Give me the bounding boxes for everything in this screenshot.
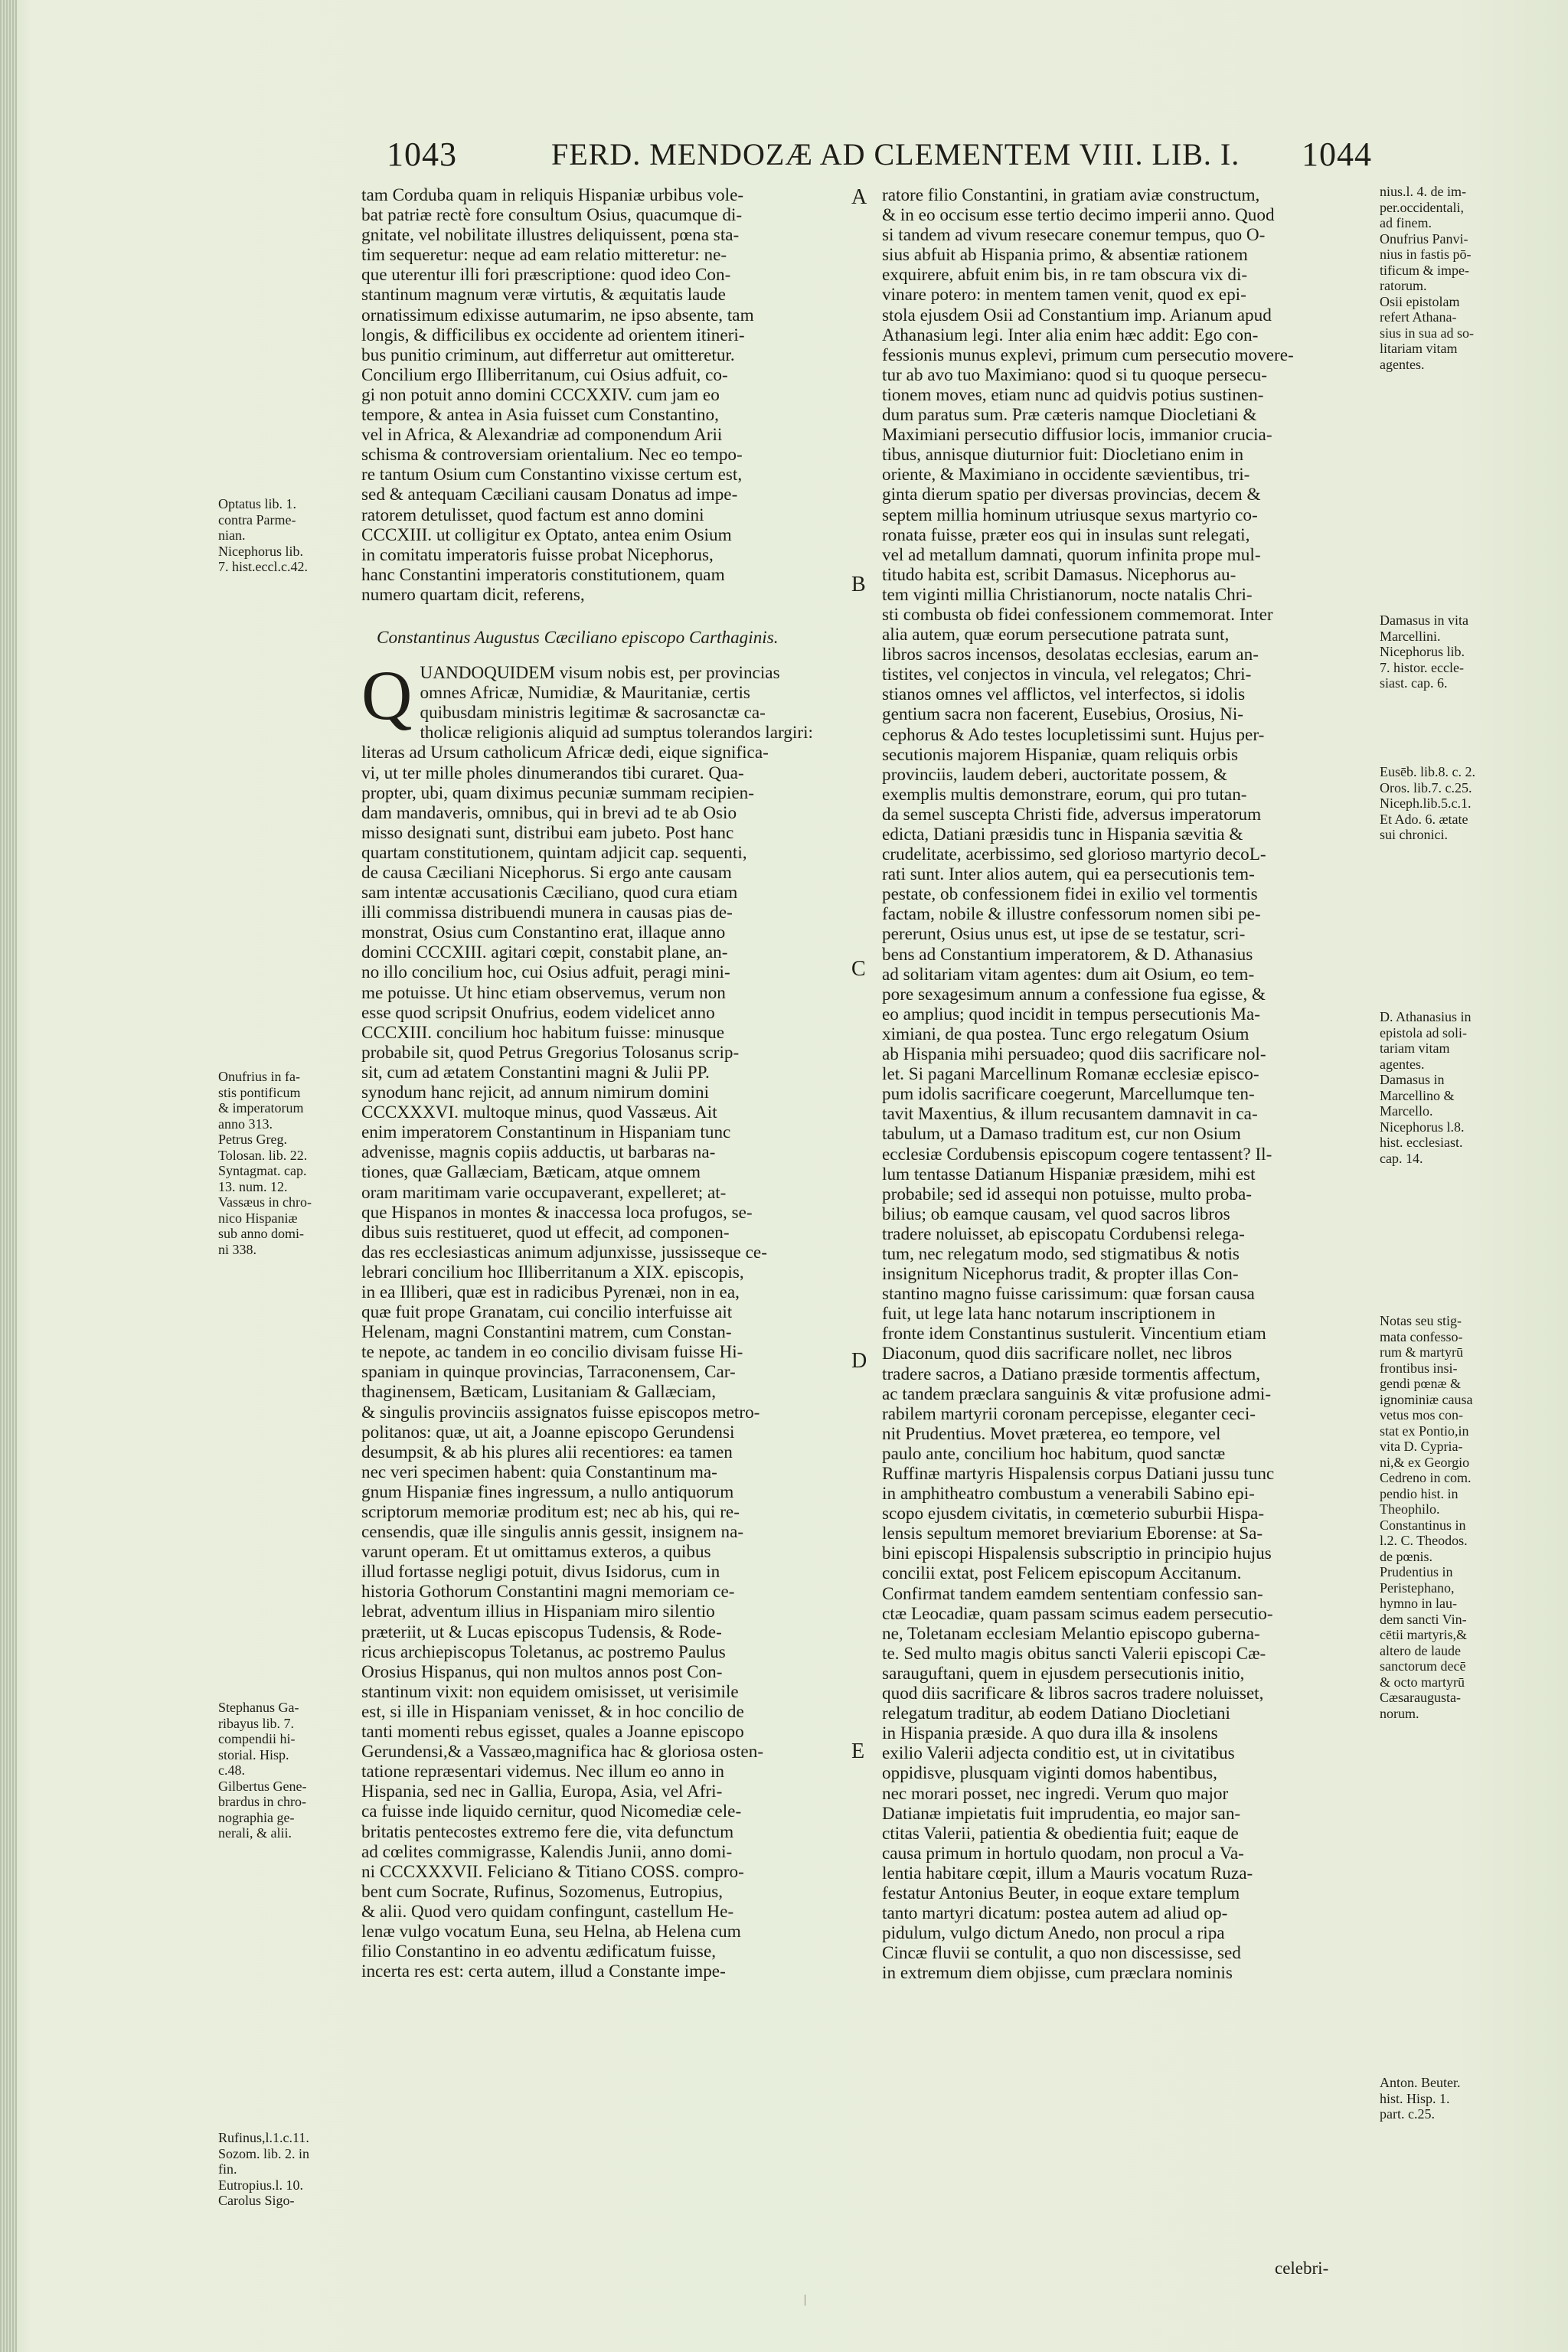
right-margin-note	[1380, 612, 1533, 691]
right-margin-note-line: frontibus insi-	[1380, 1360, 1458, 1376]
left-margin-note-line: stis pontificum	[218, 1084, 301, 1100]
right-column-line: bini episcopi Hispalensis subscriptio in principio hujus	[882, 1544, 1272, 1564]
right-column-line: ecclesiæ Cordubensis episcopum cogere tentassent? Il-	[882, 1144, 1272, 1165]
left-margin-note-line: Tolosan. lib. 22.	[218, 1147, 308, 1163]
right-margin-note-line: altero de laude	[1380, 1642, 1461, 1658]
left-column-line: UANDOQUIDEM visum nobis est, per provincias	[420, 663, 780, 684]
right-column-line: lum tentasse Datianum Hispaniæ præsidem, mihi est	[882, 1164, 1256, 1184]
left-column-line: spaniam in quinque provincias, Tarraconensem, Car-	[361, 1362, 736, 1383]
left-column-line: tanti momenti rebus egisset, quales a Joanne episcopo	[361, 1722, 744, 1743]
left-column-line: probabile sit, quod Petrus Gregorius Tolosanus scrip-	[361, 1042, 740, 1063]
left-column-line: esse quod scripsit Onufrius, eodem videlicet anno	[361, 1002, 715, 1023]
right-column-line: ronata fuisse, præter eos qui in insulas sunt relegati,	[882, 524, 1250, 545]
left-column-line: incerta res est: certa autem, illud a Constante impe-	[361, 1962, 726, 1982]
left-column-line: gi non potuit anno domini CCCXXIV. cum jam eo	[361, 384, 720, 405]
left-margin-note-line: Sozom. lib. 2. in	[218, 2145, 310, 2161]
column-letter: A	[851, 185, 867, 209]
right-margin-note-line: rum & martyrū	[1380, 1344, 1463, 1360]
right-margin-note	[1380, 2075, 1533, 2122]
right-margin-note-line: norum.	[1380, 1705, 1419, 1721]
right-column-line: sarauguftani, quem in ejusdem persecutionis initio,	[882, 1663, 1245, 1684]
right-column-line: da semel suscepta Christi fide, adversus imperatorum	[882, 804, 1262, 825]
right-page-number: 1044	[1302, 136, 1372, 173]
left-margin-note	[218, 496, 348, 575]
right-margin-note-line: agentes.	[1380, 356, 1425, 372]
left-column-passage-a	[361, 185, 836, 605]
page-mark: |	[804, 2293, 807, 2306]
right-column-line: sius abfuit ab Hispania primo, & absentiæ rationem	[882, 245, 1248, 266]
left-margin-note-line: brardus in chro-	[218, 1794, 306, 1809]
right-column-line: crudelitate, acerbissimo, sed glorioso martyrio decoL-	[882, 844, 1266, 865]
column-letter: C	[851, 957, 866, 981]
right-column-line: Datianæ impietatis fuit imprudentia, eo major san-	[882, 1803, 1241, 1824]
right-column-line: dum paratus sum. Præ cæteris namque Diocletiani &	[882, 405, 1257, 426]
right-margin-note-line: epistola ad soli-	[1380, 1024, 1467, 1040]
left-column-line: synodum hanc rejicit, ad annum nimirum domini	[361, 1083, 710, 1103]
right-column-line: in Hispania præside. A quo dura illa & insolens	[882, 1723, 1218, 1744]
right-margin-note-line: Marcellini.	[1380, 628, 1441, 644]
left-margin-note-line: sub anno domi-	[218, 1226, 304, 1241]
left-column-line: tiones, quæ Gallæciam, Bæticam, atque omnem	[361, 1162, 701, 1183]
left-column-line: no illo concilium hoc, cui Osius adfuit, peragi mini-	[361, 962, 730, 983]
right-margin-note-line: Prudentius in	[1380, 1564, 1453, 1579]
right-margin-note-line: Notas seu stig-	[1380, 1313, 1462, 1328]
right-margin-note-line: D. Athanasius in	[1380, 1009, 1472, 1024]
right-column-line: factam, nobile & illustre confessorum nomen sibi pe-	[882, 904, 1261, 925]
right-margin-note-line: & octo martyrū	[1380, 1674, 1465, 1690]
right-column-line: oppidisve, plusquam viginti domos habentibus,	[882, 1763, 1217, 1784]
section-heading: Constantinus Augustus Cæciliano episcopo Carthaginis.	[377, 627, 779, 648]
right-column-line: si tandem ad vivum resecare conemur tempus, quo O-	[882, 225, 1266, 246]
left-column-line: gnum Hispaniæ fines ingressum, a nullo antiquorum	[361, 1481, 734, 1502]
right-column-line: Athanasium legi. Inter alia enim hæc addit: Ego con-	[882, 325, 1259, 345]
left-column-line: illud fortasse negligi potuit, divus Isidorus, cum in	[361, 1562, 720, 1583]
right-column-line: septem millia hominum utriusque sexus martyrio co-	[882, 505, 1258, 525]
column-letter: B	[851, 573, 866, 596]
right-margin-note-line: nius in fastis pō-	[1380, 247, 1472, 262]
right-column-line: fessionis munus explevi, primum cum persecutio movere-	[882, 345, 1294, 365]
right-column-line: insignitum Nicephorus tradit, & propter illas Con-	[882, 1264, 1239, 1285]
right-column-line: let. Si pagani Marcellinum Romanæ ecclesiæ episco-	[882, 1064, 1259, 1085]
left-margin-note-line: Rufinus,l.1.c.11.	[218, 2130, 309, 2145]
left-column-line: sit, cum ad ætatem Constantini magni & Julii PP.	[361, 1062, 710, 1083]
left-column-line: bus punitio criminum, aut differretur aut omitteretur.	[361, 345, 735, 365]
left-column-line: & alii. Quod vero quidam confingunt, castellum He-	[361, 1901, 734, 1922]
right-column-line: Diaconum, quod diis sacrificare nollet, nec libros	[882, 1344, 1233, 1364]
left-margin-note-line: ni 338.	[218, 1241, 257, 1257]
right-column-line: quod diis sacrificare & libros sacros tradere noluisset,	[882, 1684, 1264, 1704]
right-column-line: ab Hispania mihi persuadeo; quod diis sacrificare nol-	[882, 1044, 1266, 1065]
left-column-line: tam Corduba quam in reliquis Hispaniæ urbibus vole-	[361, 185, 744, 205]
left-margin-note	[218, 2130, 348, 2209]
right-column-line: festatur Antonius Beuter, in eoque extare templum	[882, 1883, 1240, 1903]
left-column-line: dam mandaveris, omnibus, qui in brevi ad te ab Osio	[361, 802, 737, 823]
left-column-line: me potuisse. Ut hinc etiam observemus, verum non	[361, 982, 726, 1003]
left-column-line: ratorem detulisset, quod factum est anno domini	[361, 505, 704, 525]
left-column-line: misso designati sunt, distribui eam jubeto. Post hanc	[361, 822, 734, 843]
right-margin-note-line: mata confesso-	[1380, 1328, 1463, 1344]
right-margin-note-line: hymno in lau-	[1380, 1596, 1457, 1611]
left-column-line: quartam constitutionem, quintam adjicit cap. sequenti,	[361, 842, 747, 863]
left-column-line: quibusdam ministris legitimæ & sacrosanctæ ca-	[420, 703, 766, 724]
right-column-line: cephorus & Ado testes locupletissimi sunt. Hujus per-	[882, 724, 1265, 745]
right-margin-note-line: cap. 14.	[1380, 1150, 1423, 1166]
right-column-line: exemplis multis demonstrare, eorum, qui pro tutan-	[882, 784, 1247, 805]
right-margin-note-line: sui chronici.	[1380, 827, 1448, 842]
right-column-line: tabulum, ut a Damaso traditum est, cur non Osium	[882, 1124, 1241, 1145]
right-margin-note-line: ad finem.	[1380, 215, 1432, 230]
right-column-line: lentia habitare cœpit, illum a Mauris vocatum Ruza-	[882, 1863, 1253, 1883]
right-column-line: ctitas Valerii, patientia & obedientia fuit; eaque de	[882, 1823, 1239, 1844]
left-column-line: stantinum magnum veræ virtutis, & æquitatis laude	[361, 285, 726, 305]
left-column-line: re tantum Osium cum Constantino vixisse certum est,	[361, 465, 743, 485]
left-column-line: que uterentur illi fori præscriptione: quod ideo Con-	[361, 265, 731, 286]
left-margin-note	[218, 1700, 348, 1841]
column-letter: E	[851, 1740, 865, 1763]
right-column-line: pum idolis sacrificare coegerunt, Marcellumque ten-	[882, 1084, 1255, 1105]
left-margin-note-line: compendii hi-	[218, 1731, 296, 1746]
left-column-line: literas ad Ursum catholicum Africæ dedi, eique significa-	[361, 743, 769, 763]
right-margin-note-line: Et Ado. 6. ætate	[1380, 811, 1468, 827]
book-binding-edge	[0, 0, 17, 2352]
left-column-line: CCCXXXVI. multoque minus, quod Vassæus. Ait	[361, 1102, 717, 1123]
right-column-line: ac tandem præclara sanguinis & vitæ profusione admi-	[882, 1383, 1272, 1404]
right-column-line: eo amplius; quod incidit in tempus persecutionis Ma-	[882, 1004, 1260, 1024]
left-column-line: CCCXIII. ut colligitur ex Optato, antea enim Osium	[361, 524, 732, 545]
right-margin-note-line: Nicephorus l.8.	[1380, 1119, 1465, 1135]
right-column-line: bens ad Constantium imperatorem, & D. Athanasius	[882, 944, 1253, 965]
right-column-line: & in eo occisum esse tertio decimo imperii anno. Quod	[882, 205, 1275, 226]
left-margin-note	[218, 1069, 348, 1257]
left-column-line: enim imperatorem Constantinum in Hispaniam tunc	[361, 1122, 731, 1143]
right-margin-note	[1380, 1009, 1533, 1166]
right-margin-note-line: Nicephorus lib.	[1380, 644, 1465, 659]
right-column-line: stantino magno fuisse carissimum: quæ forsan causa	[882, 1284, 1255, 1305]
left-column-line: varunt operam. Et ut omittamus exteros, a quibus	[361, 1542, 711, 1563]
right-column-line: pererunt, Osius unus est, ut ipse de se testatur, scri-	[882, 924, 1246, 945]
right-column-line: Ruffinæ martyris Hispalensis corpus Datiani jussu tunc	[882, 1464, 1275, 1484]
right-column-line: concilii extat, post Felicem episcopum Accitanum.	[882, 1563, 1242, 1584]
right-column-line: relegatum traditur, ab eodem Datiano Diocletiani	[882, 1704, 1230, 1724]
right-column-line: oriente, & Maximiano in occidente sævientibus, tri-	[882, 465, 1250, 485]
left-column-line: ricus archiepiscopus Toletanus, ac postremo Paulus	[361, 1642, 726, 1662]
right-margin-note-line: ni,& ex Georgio	[1380, 1454, 1470, 1470]
right-column-line: bilius; ob eamque causam, vel quod sacros libros	[882, 1204, 1230, 1224]
right-column-line: pestate, ob confessionem fidei in exilio vel tormentis	[882, 884, 1258, 905]
right-column-line: Cincæ fluvii se contulit, a quo non discessisse, sed	[882, 1943, 1241, 1964]
right-column-line: ctæ Leocadiæ, quam passam scimus eadem persecutio-	[882, 1603, 1273, 1624]
right-margin-note-line: Eusēb. lib.8. c. 2.	[1380, 764, 1475, 779]
left-column-line: Concilium ergo Illiberritanum, cui Osius adfuit, co-	[361, 364, 728, 385]
left-column-line: illi commissa distribuendi munera in causas pias de-	[361, 903, 733, 923]
right-column-line: lensis sepultum memoret breviarium Eborense: at Sa-	[882, 1524, 1263, 1544]
right-column-line: in amphitheatro combustum a venerabili Sabino epi-	[882, 1484, 1255, 1504]
left-margin-note-line: nico Hispaniæ	[218, 1210, 298, 1226]
left-margin-note-line: contra Parme-	[218, 511, 296, 528]
left-column-line: gnitate, vel nobilitate illustres deliquissent, pœna sta-	[361, 225, 740, 246]
left-margin-note-line: & imperatorum	[218, 1100, 304, 1116]
left-column-line: monstrat, Osius cum Constantino erat, illaque anno	[361, 923, 726, 943]
right-margin-note	[1380, 1313, 1533, 1721]
right-margin-note-line: litariam vitam	[1380, 341, 1458, 356]
drop-cap: Q	[361, 656, 413, 735]
right-margin-note-line: refert Athana-	[1380, 309, 1457, 325]
right-margin-notes	[1380, 0, 1533, 2352]
left-column-line: ca fuisse inde liquido cernitur, quod Nicomediæ cele-	[361, 1802, 742, 1822]
right-column-line: tur ab avo tuo Maximiano: quod si tu quoque persecu-	[882, 364, 1267, 385]
right-column-line: ximiani, de qua postea. Tunc ergo relegatum Osium	[882, 1024, 1250, 1044]
left-column-line: & singulis provinciis assignatos fuisse episcopos metro-	[361, 1402, 760, 1423]
right-margin-note-line: Theophilo.	[1380, 1501, 1440, 1517]
right-margin-note-line: hist. ecclesiast.	[1380, 1135, 1463, 1150]
left-column-line: scriptorum memoriæ proditum est; nec ab his, qui re-	[361, 1502, 740, 1522]
right-margin-note-line: Cedreno in com.	[1380, 1470, 1472, 1485]
right-margin-note-line: Damasus in vita	[1380, 612, 1468, 628]
right-margin-note-line: dem sancti Vin-	[1380, 1611, 1467, 1627]
right-column-line: paulo ante, concilium hoc habitum, quod sanctæ	[882, 1443, 1226, 1464]
left-margin-note-line: c.48.	[218, 1762, 245, 1778]
left-column-line: CCCXIII. concilium hoc habitum fuisse: minusque	[361, 1022, 724, 1043]
right-column-line: Confirmat tandem eamdem sententiam confessio san-	[882, 1583, 1263, 1604]
right-column-line: tem viginti millia Christianorum, nocte natalis Chri-	[882, 584, 1253, 605]
right-margin-note	[1380, 184, 1533, 372]
left-column-line: præteriit, ut & Lucas episcopus Tudensis, & Rode-	[361, 1622, 722, 1642]
left-margin-note-line: Vassæus in chro-	[218, 1194, 312, 1210]
right-margin-note-line: siast. cap. 6.	[1380, 675, 1448, 691]
right-column-line: ad solitariam vitam agentes: dum ait Osium, eo tem-	[882, 964, 1255, 985]
left-column-line: quæ fuit prope Granatam, cui concilio interfuisse ait	[361, 1302, 733, 1323]
left-column-line: filio Constantino in eo adventu ædificatum fuisse,	[361, 1942, 717, 1962]
left-column-line: britatis pentecostes extremo fere die, vita defunctum	[361, 1821, 734, 1842]
right-column-line: vel ad metallum damnati, quorum infinita prope mul-	[882, 544, 1261, 565]
right-column-line: rati sunt. Inter alios autem, qui ea persecutionis tem-	[882, 864, 1255, 885]
right-column-line: fuit, ut lege lata hanc notarum inscriptionem in	[882, 1304, 1216, 1325]
left-column-line: bat patriæ rectè fore consultum Osius, quacumque di-	[361, 205, 743, 226]
left-margin-notes	[218, 0, 348, 2352]
right-margin-note-line: hist. Hisp. 1.	[1380, 2090, 1450, 2106]
left-column-line: Gerundensi,& a Vassæo,magnifica hac & gloriosa osten-	[361, 1742, 764, 1762]
right-margin-note-line: tificum & impe-	[1380, 262, 1469, 278]
right-margin-note-line: stat ex Pontio,in	[1380, 1423, 1469, 1439]
right-column-line: titudo habita est, scribit Damasus. Nicephorus au-	[882, 564, 1236, 585]
left-column-line: vi, ut ter mille pholes dinumerandos tibi curaret. Qua-	[361, 763, 744, 783]
right-margin-note-line: cētii martyris,&	[1380, 1627, 1467, 1642]
right-margin-note-line: Onufrius Panvi-	[1380, 230, 1468, 247]
right-column-line: nit Prudentius. Movet præterea, eo tempore, vel	[882, 1423, 1221, 1444]
left-column-line: de causa Cæciliani Nicephorus. Si ergo ante causam	[361, 863, 732, 883]
left-column-line: bent cum Socrate, Rufinus, Sozomenus, Eutropius,	[361, 1881, 724, 1902]
right-column-line: probabile; sed id assequi non potuisse, multo proba-	[882, 1184, 1252, 1204]
right-margin-note-line: per.occidentali,	[1380, 199, 1464, 215]
left-column-line: omnes Africæ, Numidiæ, & Mauritaniæ, certis	[420, 683, 750, 704]
left-column-line: thaginensem, Bæticam, Lusitaniam & Gallæciam,	[361, 1382, 717, 1403]
left-margin-note-line: ribayus lib. 7.	[218, 1715, 294, 1731]
right-margin-note-line: sius in sua ad so-	[1380, 325, 1474, 341]
right-margin-note-line: de pœnis.	[1380, 1548, 1432, 1564]
right-margin-note-line: l.2. C. Theodos.	[1380, 1533, 1468, 1548]
running-head: FERD. MENDOZÆ AD CLEMENTEM VIII. LIB. I.	[551, 137, 1240, 172]
right-column-line: in extremum diem objisse, cum præclara nominis	[882, 1963, 1233, 1984]
right-margin-note-line: nius.l. 4. de im-	[1380, 184, 1466, 199]
right-margin-note-line: part. c.25.	[1380, 2106, 1435, 2122]
right-margin-note-line: sanctorum decē	[1380, 1658, 1466, 1674]
left-column-line: propter, ubi, quam diximus pecuniæ summam recipien-	[361, 782, 754, 803]
right-margin-note-line: Anton. Beuter.	[1380, 2075, 1461, 2090]
left-column-line: nec veri specimen habent: quia Constantinum ma-	[361, 1462, 717, 1482]
left-column-passage-b	[361, 656, 836, 1982]
right-margin-note-line: vetus mos con-	[1380, 1407, 1463, 1423]
left-margin-note-line: Syntagmat. cap.	[218, 1163, 307, 1178]
right-column-line: tionem moves, etiam nunc ad quidvis potius sustinen-	[882, 384, 1264, 405]
right-column-line: tistites, vel conjectos in vincula, vel relegatos; Chri-	[882, 665, 1252, 685]
left-column-line: lebrat, adventum illius in Hispaniam miro silentio	[361, 1602, 715, 1622]
left-text-column	[361, 185, 836, 1981]
left-margin-note-line: nian.	[218, 528, 246, 543]
right-column-line: fronte idem Constantinus sustulerit. Vincentium etiam	[882, 1324, 1266, 1344]
right-column-line: exilio Valerii adjecta conditio est, ut in civitatibus	[882, 1743, 1235, 1764]
right-column-line: stianos omnes vel afflictos, vel interfectos, si idolis	[882, 684, 1246, 705]
right-column-line: tibus, annisque diuturnior fuit: Diocletiano enim in	[882, 445, 1244, 466]
right-margin-note-line: 7. histor. eccle-	[1380, 659, 1464, 675]
left-margin-note-line: 7. hist.eccl.c.42.	[218, 559, 308, 574]
left-column-line: dibus suis restitueret, quod ut effecit, ad componen-	[361, 1222, 730, 1243]
left-column-line: sam intentæ accusationis Cæciliano, quod cura etiam	[361, 883, 738, 903]
left-page-number: 1043	[387, 136, 457, 173]
right-margin-note-line: Oros. lib.7. c.25.	[1380, 779, 1472, 795]
left-column-line: ni CCCXXXVII. Feliciano & Titiano COSS. compro-	[361, 1861, 744, 1882]
left-column-line: censendis, quæ ille singulis annis gessit, insignem na-	[361, 1522, 744, 1543]
left-column-line: advenisse, magnis copiis adductis, ut barbaras na-	[361, 1142, 716, 1163]
left-column-line: oram maritimam varie occupaverant, expelleret; at-	[361, 1182, 727, 1203]
right-margin-note-line: pendio hist. in	[1380, 1485, 1459, 1501]
right-column-line: tanto martyri dicatum: postea autem ad aliud op-	[882, 1903, 1228, 1924]
left-column-line: ornatissimum edixisse autumarim, ne ipso absente, tam	[361, 305, 754, 325]
left-column-line: tatione repræsentari videmus. Nec illum eo anno in	[361, 1762, 724, 1782]
right-column-line: nec morari posset, nec ingredi. Verum quo major	[882, 1783, 1229, 1804]
left-column-line: tempore, & antea in Asia fuisset cum Constantino,	[361, 405, 719, 426]
left-column-line: stantinum vixit: non equidem omisisset, ut verisimile	[361, 1681, 739, 1702]
left-column-line: lenæ vulgo vocatum Euna, seu Helna, ab Helena cum	[361, 1921, 741, 1942]
left-margin-note-line: 13. num. 12.	[218, 1178, 288, 1194]
right-margin-note-line: vita D. Cypria-	[1380, 1439, 1463, 1454]
right-margin-note-line: gendi pœnæ &	[1380, 1376, 1461, 1391]
left-column-line: ad cœlites commigrasse, Kalendis Junii, anno domi-	[361, 1841, 733, 1862]
right-column-line: provinciis, laudem deberi, auctoritate possem, &	[882, 764, 1227, 785]
right-column-line: te. Sed multo magis obitus sancti Valerii episcopi Cæ-	[882, 1643, 1266, 1664]
left-margin-note-line: Petrus Greg.	[218, 1132, 287, 1147]
left-column-line: vel in Africa, & Alexandriæ ad componendum Arii	[361, 425, 723, 446]
left-margin-note-line: Nicephorus lib.	[218, 543, 303, 559]
left-margin-note-line: nerali, & alii.	[218, 1825, 292, 1841]
right-column-line: tavit Maxentius, & illum recusantem damnavit in ca-	[882, 1104, 1258, 1125]
left-margin-note-line: Carolus Sigo-	[218, 2193, 295, 2208]
left-margin-note-line: Eutropius.l. 10.	[218, 2177, 303, 2193]
right-margin-note-line: Cæsaraugusta-	[1380, 1690, 1461, 1705]
left-margin-note-line: Optatus lib. 1.	[218, 496, 296, 511]
right-column-line: gentium sacra non facerent, Eusebius, Orosius, Ni-	[882, 704, 1243, 725]
left-column-line: tholicæ religionis aliquid ad sumptus tolerandos largiri:	[420, 723, 813, 743]
right-margin-note-line: Constantinus in	[1380, 1517, 1466, 1533]
right-column-line: tradere noluisset, ab episcopatu Cordubensi relega-	[882, 1223, 1245, 1244]
right-column-line: causa primum in hortulo quodam, non procul a Va-	[882, 1843, 1244, 1864]
right-column-line: pidulum, vulgo dictum Anedo, non procul a ripa	[882, 1923, 1225, 1944]
left-column-line: lebrari concilium hoc Illiberritanum a XIX. episcopis,	[361, 1262, 744, 1282]
right-margin-note-line: agentes.	[1380, 1056, 1425, 1072]
right-column-line: ne, Toletanam ecclesiam Melantio episcopo guberna-	[882, 1623, 1260, 1644]
right-column-line: pore sexagesimum annum a confessione fua egisse, &	[882, 984, 1266, 1004]
left-column-line: in ea Illiberi, quæ est in radicibus Pyrenæi, non in ea,	[361, 1282, 740, 1302]
left-margin-note-line: nographia ge-	[218, 1809, 295, 1825]
right-column-line: sti combusta ob fidei confessionem commemorat. Inter	[882, 604, 1273, 625]
right-margin-note-line: Marcello.	[1380, 1103, 1433, 1119]
right-column-line: rabilem martyrii coronam percepisse, eleganter ceci-	[882, 1403, 1256, 1424]
right-column-line: libros sacros incensos, desolatas ecclesias, earum an-	[882, 645, 1259, 665]
right-margin-note	[1380, 764, 1533, 843]
left-column-line: domini CCCXIII. agitari cœpit, constabit plane, an-	[361, 942, 728, 963]
left-column-line: tim sequeretur: neque ad eam relatio mitteretur: ne-	[361, 245, 727, 266]
right-column-line: ratore filio Constantini, in gratiam aviæ constructum,	[882, 185, 1260, 205]
left-column-line: Orosius Hispanus, qui non multos annos post Con-	[361, 1661, 723, 1682]
left-column-line: desumpsit, & ab his plures alii recentiores: ea tamen	[361, 1442, 733, 1462]
left-column-line: historia Gothorum Constantini magni memoriam ce-	[361, 1582, 735, 1602]
left-column-line: sed & antequam Cæciliani causam Donatus ad impe-	[361, 485, 738, 505]
right-column-line: secutionis majorem Hispaniæ, quam reliquis orbis	[882, 744, 1238, 765]
column-letter: D	[851, 1349, 867, 1373]
left-margin-note-line: anno 313.	[218, 1116, 273, 1132]
left-margin-note-line: Gilbertus Gene-	[218, 1778, 307, 1794]
right-column-line: tum, nec relegatum modo, sed stigmatibus & notis	[882, 1243, 1240, 1264]
left-column-line: Helenam, magni Constantini matrem, cum Constan-	[361, 1322, 732, 1343]
right-margin-note-line: tariam vitam	[1380, 1040, 1450, 1056]
right-column-line: stola ejusdem Osii ad Constantium imp. Arianum apud	[882, 305, 1272, 325]
right-column-line: edicta, Datiani præsidis tunc in Hispania sævitia &	[882, 825, 1243, 844]
right-column-line: ginta dierum spatio per diversas provincias, decem &	[882, 485, 1261, 505]
right-margin-note-line: Marcellino &	[1380, 1087, 1455, 1103]
left-margin-note-line: Onufrius in fa-	[218, 1069, 300, 1084]
right-margin-note-line: ignominiæ causa	[1380, 1391, 1473, 1407]
right-margin-note-line: ratorum.	[1380, 278, 1427, 293]
left-column-line: politanos: quæ, ut ait, a Joanne episcopo Gerundensi	[361, 1422, 735, 1442]
catchword: celebri-	[1275, 2259, 1329, 2278]
right-column-line: vinare potero: in mentem tamen venit, quod ex epi-	[882, 285, 1246, 305]
left-column-line: est, si ille in Hispaniam venisset, & in hoc concilio de	[361, 1701, 744, 1722]
right-column-line: Maximiani persecutio diffusior locis, immanior crucia-	[882, 425, 1272, 446]
right-column-line: scopo ejusdem civitatis, in cœmeterio suburbii Hispa-	[882, 1504, 1265, 1524]
right-column-line: exquirere, abfuit enim bis, in re tam obscura vix di-	[882, 265, 1248, 286]
left-column-line: numero quartam dicit, referens,	[361, 584, 585, 605]
left-column-line: Hispania, sed nec in Gallia, Europa, Asia, vel Afri-	[361, 1782, 723, 1802]
right-column-line: alia autem, quæ eorum persecutione patrata sunt,	[882, 625, 1230, 645]
left-margin-note-line: Stephanus Ga-	[218, 1700, 299, 1715]
right-margin-note-line: Osii epistolam	[1380, 293, 1460, 309]
left-column-line: schisma & controversiam orientalium. Nec eo tempo-	[361, 445, 743, 466]
right-margin-note-line: Damasus in	[1380, 1072, 1445, 1087]
left-column-line: te nepote, ac tandem in eo concilio divisam fuisse Hi-	[361, 1342, 743, 1363]
left-column-line: que Hispanos in montes & inaccessa loca profugos, se-	[361, 1202, 753, 1223]
left-margin-note-line: storial. Hisp.	[218, 1746, 289, 1762]
left-column-line: hanc Constantini imperatoris constitutionem, quam	[361, 564, 725, 585]
left-column-line: in comitatu imperatoris fuisse probat Nicephorus,	[361, 544, 714, 565]
left-column-line: longis, & difficilibus ex occidente ad orientem itineri-	[361, 325, 745, 345]
column-section-letters	[851, 0, 882, 2352]
right-text-column	[882, 185, 1361, 1983]
right-margin-note-line: Niceph.lib.5.c.1.	[1380, 795, 1472, 811]
left-column-line: das res ecclesiasticas animum adjunxisse, jussisseque ce-	[361, 1242, 767, 1263]
right-column-line: tradere sacros, a Datiano præside tormentis affectum,	[882, 1364, 1261, 1384]
left-margin-note-line: fin.	[218, 2161, 237, 2177]
right-margin-note-line: Peristephano,	[1380, 1579, 1455, 1596]
